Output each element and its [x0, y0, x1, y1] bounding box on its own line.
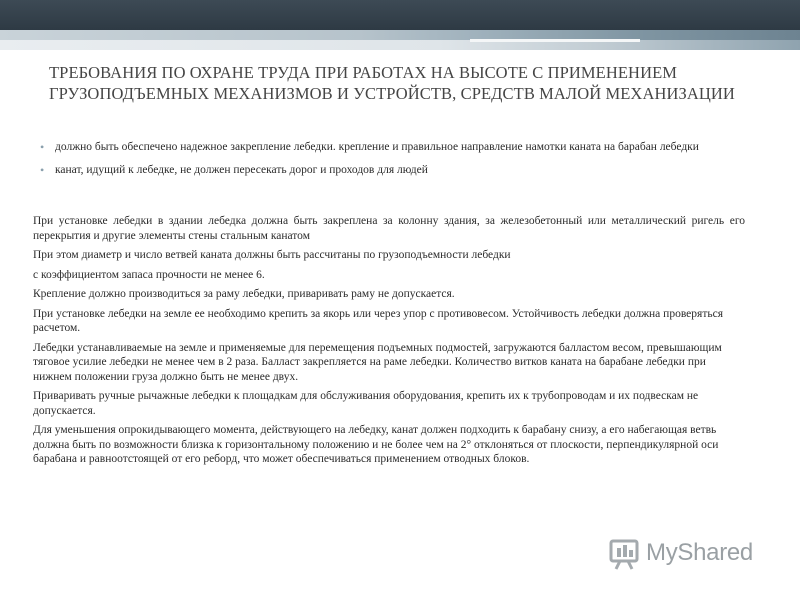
bullet-text: должно быть обеспечено надежное закрепление лебедки. крепление и правильное направление намотки каната на барабан лебедки	[55, 141, 699, 153]
body-paragraph: При этом диаметр и число ветвей каната должны быть рассчитаны по грузоподъемности лебедки	[33, 249, 511, 261]
bullet-item	[40, 163, 760, 179]
bullet-text: канат, идущий к лебедке, не должен пересекать дорог и проходов для людей	[55, 163, 428, 176]
myshared-watermark	[608, 535, 768, 575]
bullet-list	[40, 140, 760, 185]
body-paragraph: При установке лебедки в здании лебедка должна быть закреплена за колонну здания, за железобетонный или металлический ригель его перекрытия и другие элементы стены стальным канатом	[33, 215, 745, 242]
slide-header-stripe	[0, 30, 800, 40]
watermark-text: MyShared	[646, 539, 753, 566]
slide-header-stripe-light	[0, 40, 800, 50]
body-paragraph: Лебедки устанавливаемые на земле и применяемые для перемещения подъемных подмостей, загружаются балластом весом, превышающим тяговое усилие лебедки не менее чем в 2 раза. Балласт закрепляется на раме лебедки. Количество витков каната на барабане лебедки при нижнем положении груза должно быть не менее двух.	[33, 341, 722, 383]
slide-body	[33, 214, 745, 472]
body-paragraph: Приваривать ручные рычажные лебедки к площадкам для обслуживания оборудования, крепить их к трубопроводам и их подвескам не допускается.	[33, 390, 699, 417]
bullet-dot-icon: •	[40, 140, 45, 154]
body-paragraph: с коэффициентом запаса прочности не менее 6.	[33, 268, 265, 281]
body-paragraph: При установке лебедки на земле ее необходимо крепить за якорь или через упор с противовесом. Устойчивость лебедки должна проверяться расчетом.	[33, 307, 723, 334]
body-paragraph: Для уменьшения опрокидывающего момента, действующего на лебедку, канат должен подходить к барабану снизу, а его набегающая ветвь должна быть по возможности близка к горизонтальному положению и не более чем на 2° отклоняться от плоскости, перпендикулярной оси барабана и равноотстоящей от его реборд, что может обеспечиваться применением отводных блоков.	[33, 424, 719, 465]
slide-title: ТРЕБОВАНИЯ ПО ОХРАНЕ ТРУДА ПРИ РАБОТАХ НА ВЫСОТЕ С ПРИМЕНЕНИЕМ ГРУЗОПОДЪЕМНЫХ МЕХАНИЗМОВ И УСТРОЙСТВ, СРЕДСТВ МАЛОЙ МЕХАНИЗАЦИИ	[49, 63, 735, 103]
slide-header-stripe-highlight	[470, 39, 640, 42]
bullet-dot-icon: •	[40, 162, 45, 177]
myshared-logo-icon	[608, 537, 642, 571]
bullet-item	[40, 140, 760, 156]
slide-header-bar	[0, 0, 800, 30]
body-paragraph: Крепление должно производиться за раму лебедки, приваривать раму не допускается.	[33, 288, 455, 300]
